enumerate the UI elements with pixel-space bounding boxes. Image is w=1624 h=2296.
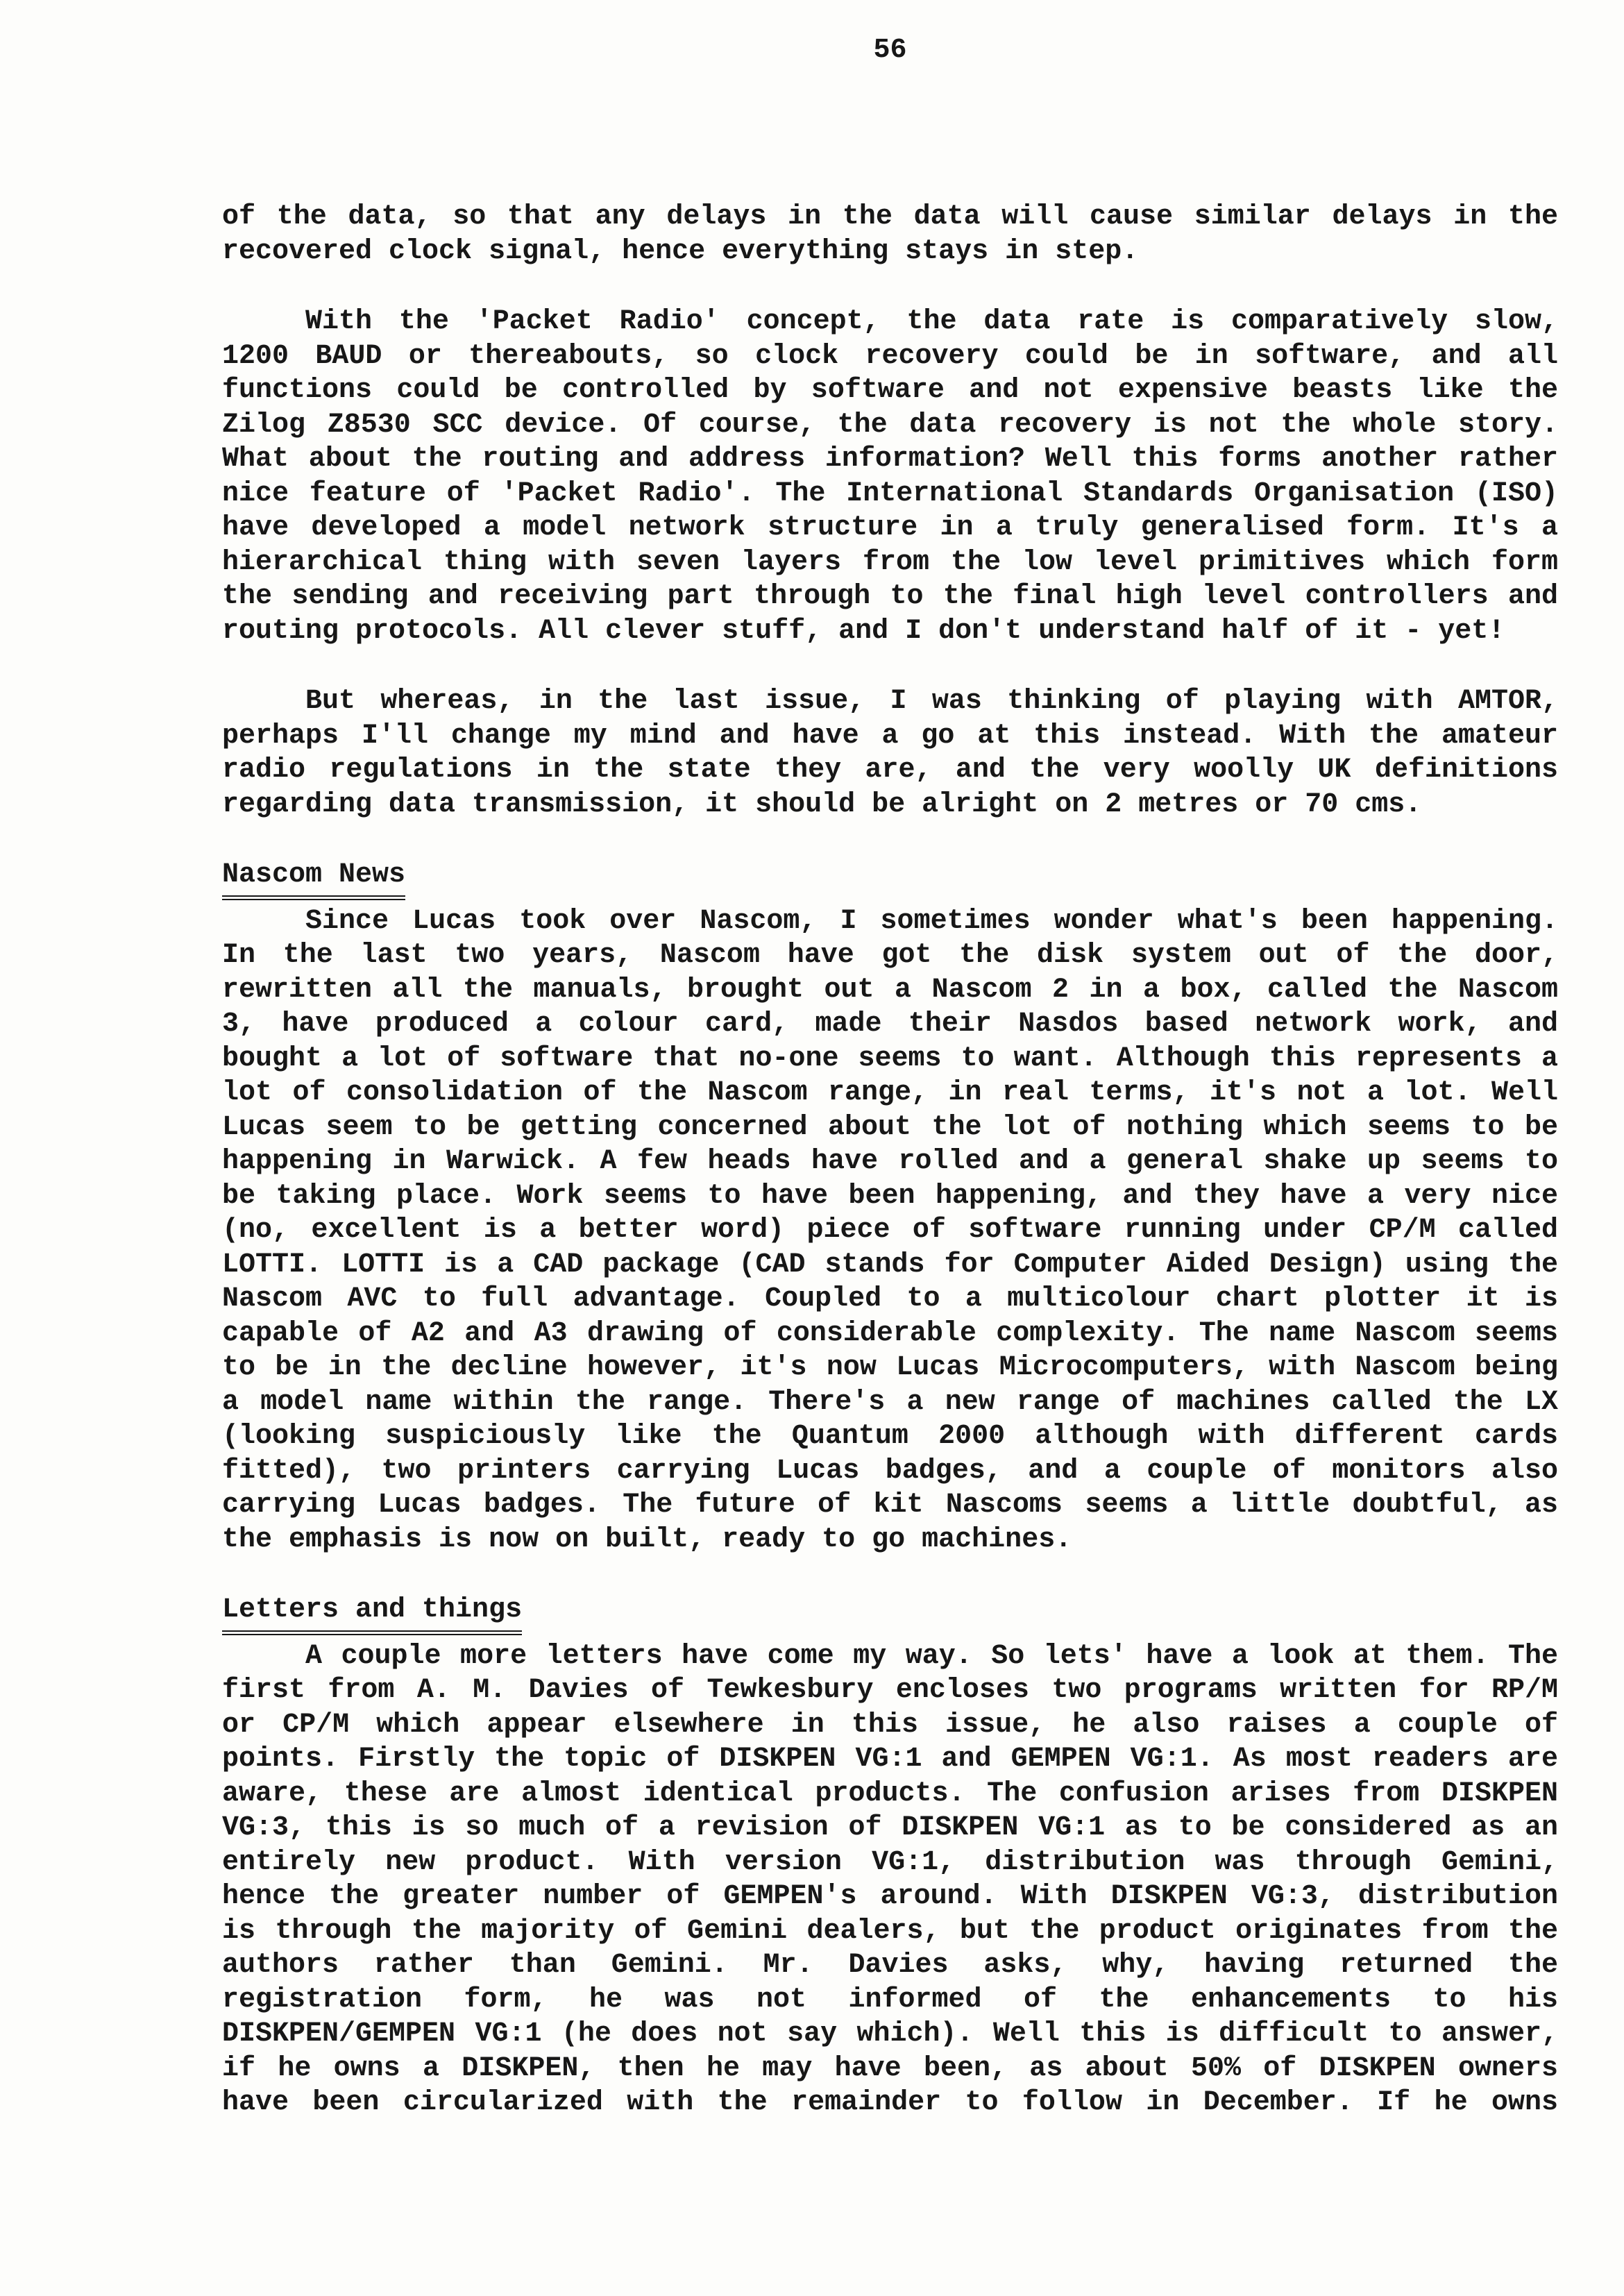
text-line: carrying Lucas badges. The future of kit Nascoms seems a little doubtful, as — [222, 1489, 1558, 1521]
text-line: With the 'Packet Radio' concept, the data rate is comparatively slow, — [305, 306, 1558, 337]
text-line: bought a lot of software that no-one seems to want. Although this represents a — [222, 1043, 1558, 1074]
text-line: fitted), two printers carrying Lucas badges, and a couple of monitors also — [222, 1455, 1558, 1487]
paragraph — [222, 305, 1558, 648]
text-line: capable of A2 and A3 drawing of considerable complexity. The name Nascom seems — [222, 1317, 1558, 1349]
text-line: A couple more letters have come my way. So lets' have a look at them. The — [305, 1640, 1558, 1672]
text-line: recovered clock signal, hence everything stays in step. — [222, 235, 1139, 267]
text-line: In the last two years, Nascom have got the disk system out of the door, — [222, 940, 1558, 971]
section-heading-text: Letters and things — [222, 1593, 522, 1635]
text-line: Zilog Z8530 SCC device. Of course, the data recovery is not the whole story. — [222, 409, 1558, 441]
text-line: DISKPEN/GEMPEN VG:1 (he does not say which). Well this is difficult to answer, — [222, 2018, 1558, 2050]
text-line: perhaps I'll change my mind and have a go at this instead. With the amateur — [222, 720, 1558, 752]
text-line: routing protocols. All clever stuff, and I don't understand half of it - yet! — [222, 615, 1505, 647]
paragraph — [222, 684, 1558, 822]
text-line: or CP/M which appear elsewhere in this issue, he also raises a couple of — [222, 1709, 1558, 1741]
section-heading-nascom-news — [222, 858, 1558, 900]
text-line: is through the majority of Gemini dealers, but the product originates from the — [222, 1915, 1558, 1947]
text-line: regarding data transmission, it should be alright on 2 metres or 70 cms. — [222, 788, 1422, 820]
text-line: Since Lucas took over Nascom, I sometimes wonder what's been happening. — [305, 905, 1558, 937]
text-line: entirely new product. With version VG:1, distribution was through Gemini, — [222, 1846, 1558, 1878]
text-line: happening in Warwick. A few heads have rolled and a general shake up seems to — [222, 1146, 1558, 1177]
text-line: But whereas, in the last issue, I was thinking of playing with AMTOR, — [305, 686, 1558, 717]
text-line: hence the greater number of GEMPEN's around. With DISKPEN VG:3, distribution — [222, 1881, 1558, 1912]
text-line: hierarchical thing with seven layers from the low level primitives which form — [222, 546, 1558, 578]
text-line: lot of consolidation of the Nascom range, in real terms, it's not a lot. Well — [222, 1077, 1558, 1108]
text-line: to be in the decline however, it's now Lucas Microcomputers, with Nascom being — [222, 1352, 1558, 1383]
text-line: have been circularized with the remainder to follow in December. If he owns — [222, 2087, 1558, 2118]
paragraph — [222, 200, 1558, 269]
text-line: points. Firstly the topic of DISKPEN VG:1 and GEMPEN VG:1. As most readers are — [222, 1744, 1558, 1775]
text-line: authors rather than Gemini. Mr. Davies asks, why, having returned the — [222, 1950, 1558, 1981]
text-line: LOTTI. LOTTI is a CAD package (CAD stands for Computer Aided Design) using the — [222, 1249, 1558, 1281]
text-line: (no, excellent is a better word) piece of software running under CP/M called — [222, 1215, 1558, 1246]
text-line: the sending and receiving part through to the final high level controllers and — [222, 581, 1558, 612]
text-line: first from A. M. Davies of Tewkesbury encloses two programs written for RP/M — [222, 1675, 1558, 1706]
text-line: a model name within the range. There's a new range of machines called the LX — [222, 1386, 1558, 1418]
text-line: Lucas seem to be getting concerned about the lot of nothing which seems to be — [222, 1111, 1558, 1143]
text-line: have developed a model network structure in a truly generalised form. It's a — [222, 512, 1558, 543]
text-line: if he owns a DISKPEN, then he may have been, as about 50% of DISKPEN owners — [222, 2052, 1558, 2084]
text-line: 1200 BAUD or thereabouts, so clock recovery could be in software, and all — [222, 340, 1558, 372]
text-line: be taking place. Work seems to have been happening, and they have a very nice — [222, 1180, 1558, 1212]
section-heading-text: Nascom News — [222, 858, 405, 900]
paragraph — [222, 1639, 1558, 2120]
paragraph — [222, 904, 1558, 1558]
text-line: the emphasis is now on built, ready to go machines. — [222, 1523, 1072, 1555]
text-line: rewritten all the manuals, brought out a Nascom 2 in a box, called the Nascom — [222, 974, 1558, 1006]
text-line: registration form, he was not informed of the enhancements to his — [222, 1984, 1558, 2016]
text-line: radio regulations in the state they are, and the very woolly UK definitions — [222, 754, 1558, 786]
text-line: (looking suspiciously like the Quantum 2000 although with different cards — [222, 1421, 1558, 1452]
text-line: What about the routing and address information? Well this forms another rather — [222, 444, 1558, 475]
text-line: nice feature of 'Packet Radio'. The International Standards Organisation (ISO) — [222, 478, 1558, 509]
page-number: 56 — [873, 35, 907, 66]
text-line: functions could be controlled by software and not expensive beasts like the — [222, 375, 1558, 406]
text-line: aware, these are almost identical products. The confusion arises from DISKPEN — [222, 1778, 1558, 1809]
text-line: VG:3, this is so much of a revision of DISKPEN VG:1 as to be considered as an — [222, 1812, 1558, 1843]
section-heading-letters-and-things — [222, 1593, 1558, 1635]
text-line: Nascom AVC to full advantage. Coupled to a multicolour chart plotter it is — [222, 1283, 1558, 1315]
text-line: 3, have produced a colour card, made their Nasdos based network work, and — [222, 1008, 1558, 1040]
document-content — [222, 200, 1558, 2120]
text-line: of the data, so that any delays in the data will cause similar delays in the — [222, 201, 1558, 233]
